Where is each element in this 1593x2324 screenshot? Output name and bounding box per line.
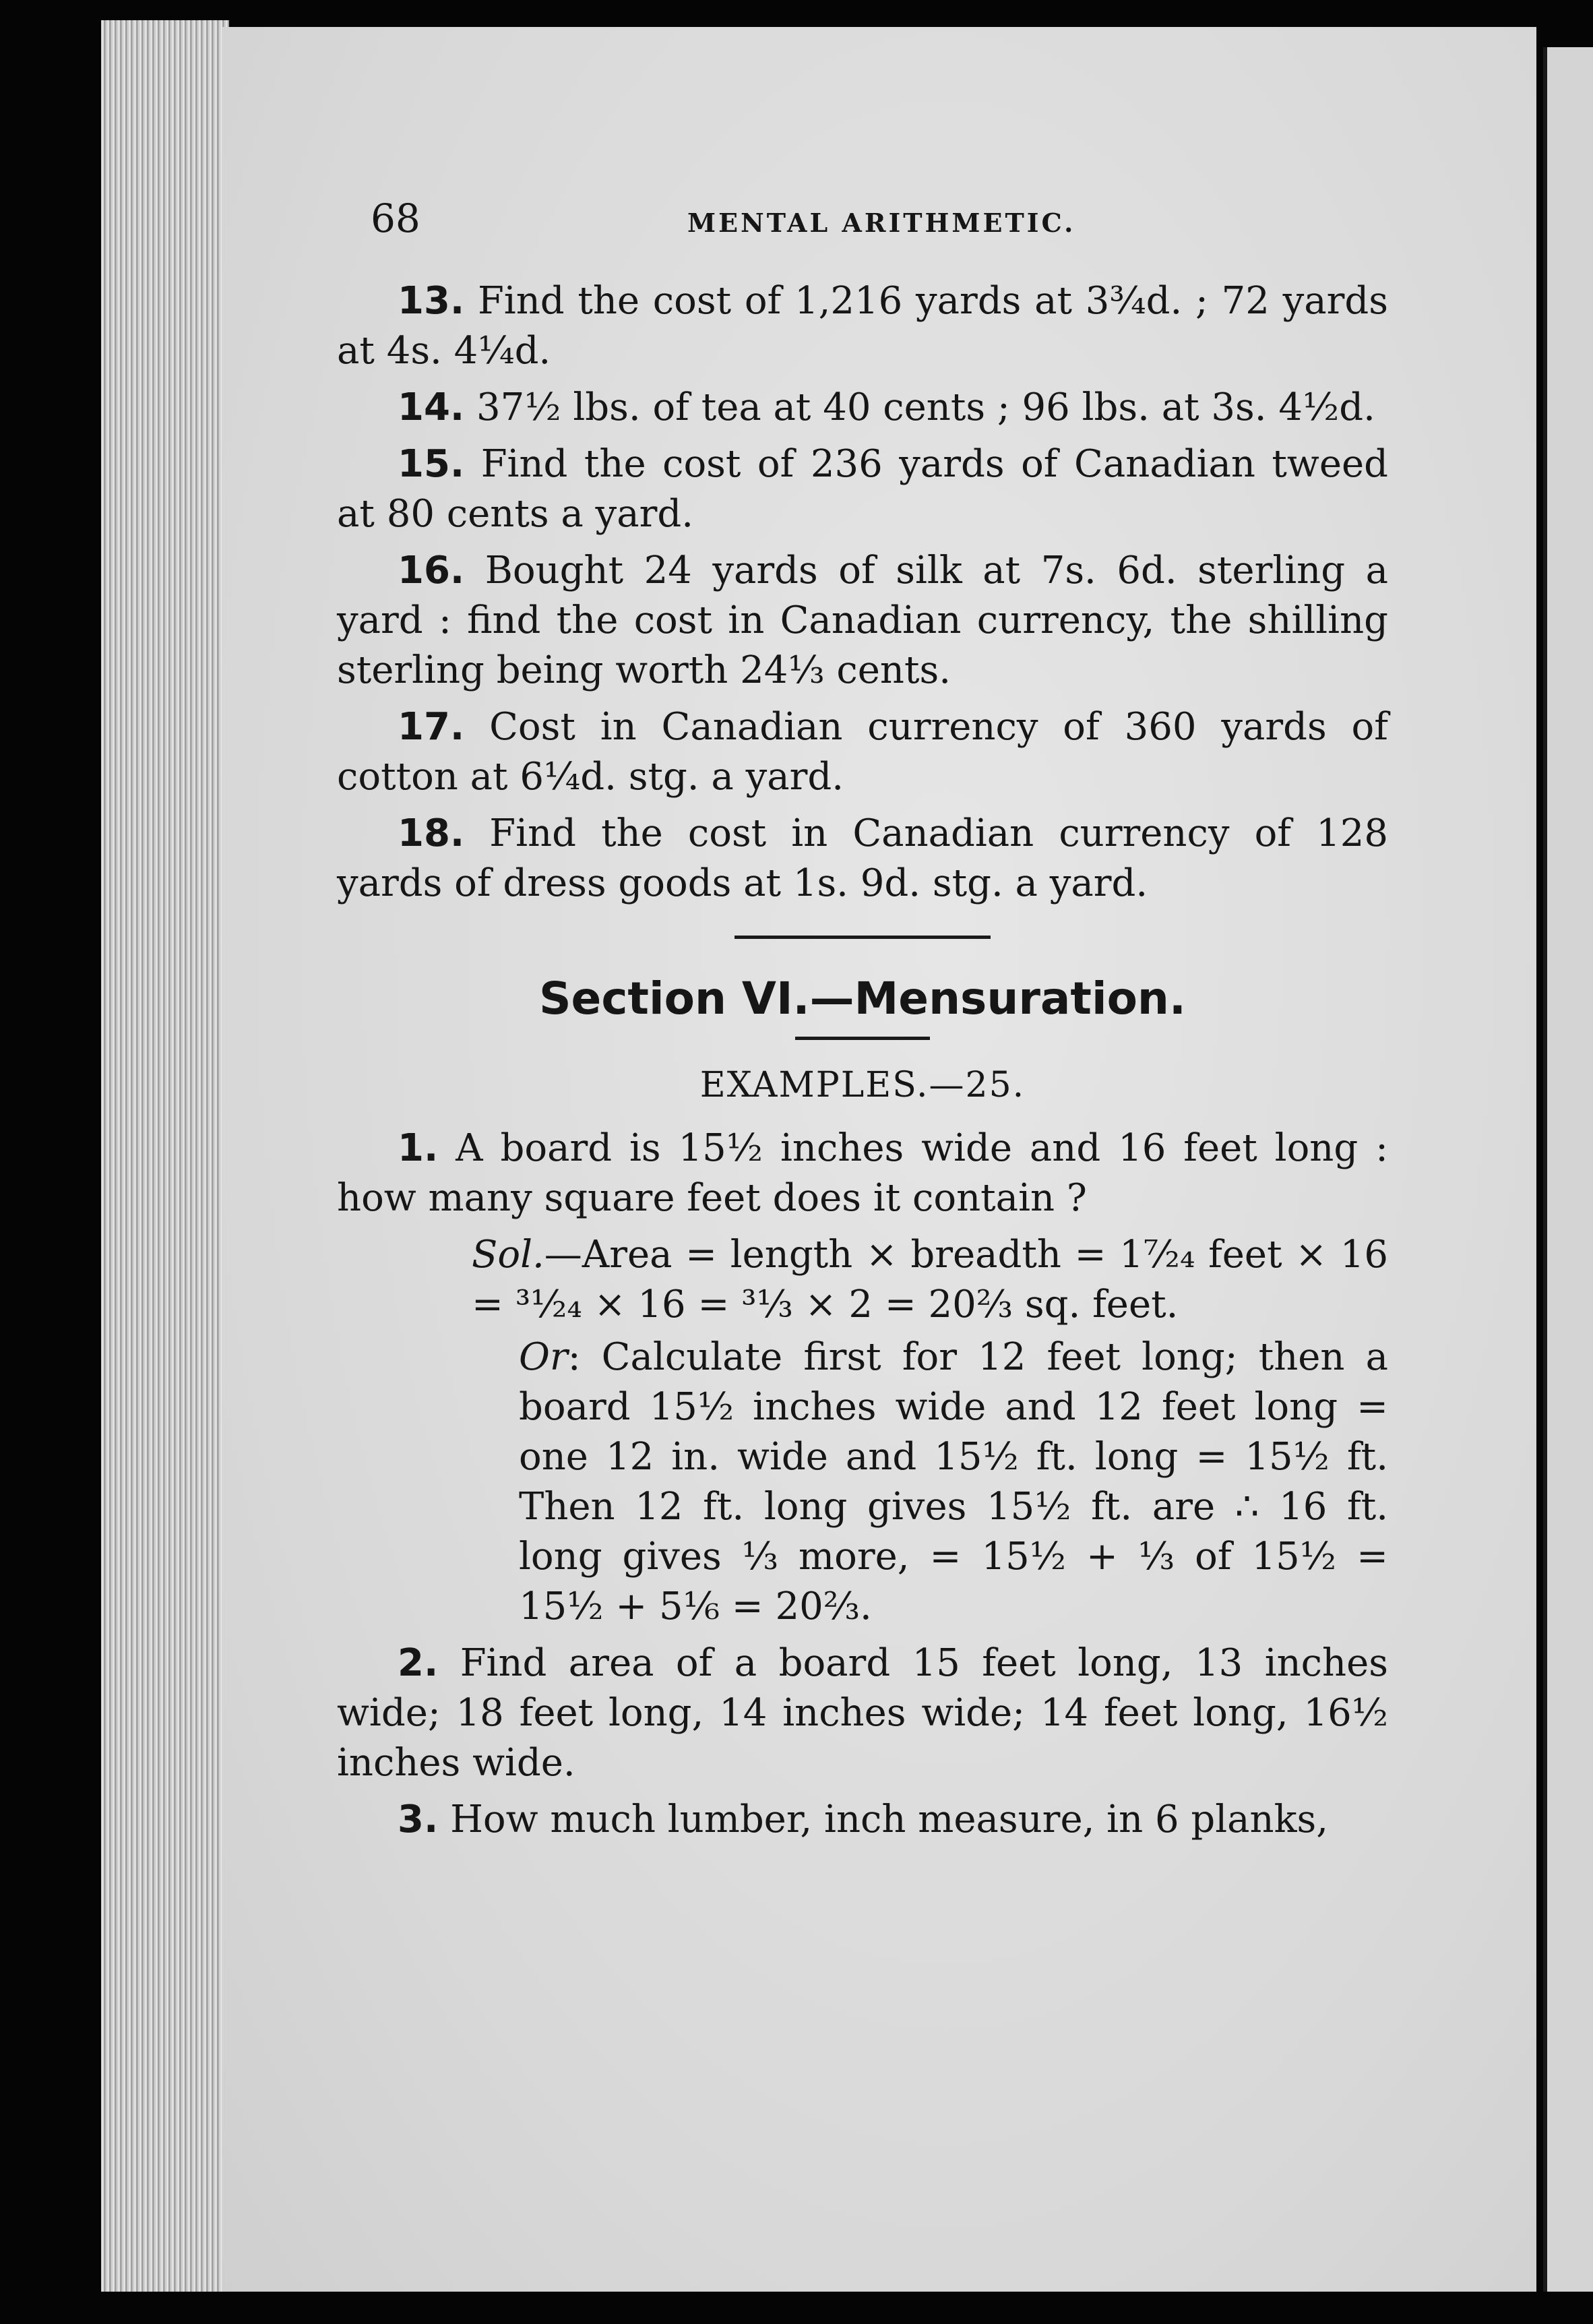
problem-18	[337, 809, 1388, 909]
facing-page-edge	[1543, 47, 1593, 2292]
page-number: 68	[371, 195, 420, 241]
problem-text: Find the cost of 1,216 yards at 3¾d. ; 72 yards at 4s. 4¼d.	[337, 279, 1388, 373]
solution-text: —Area = length × breadth = 1⁷⁄₂₄ feet × 16 = ³¹⁄₂₄ × 16 = ³¹⁄₃ × 2 = 20⅔ sq. feet.	[472, 1233, 1388, 1326]
problem-17	[337, 702, 1388, 802]
problem-text: Cost in Canadian currency of 360 yards of cotton at 6¼d. stg. a yard.	[337, 705, 1388, 799]
example-1	[337, 1124, 1388, 1223]
examples-heading: EXAMPLES.—25.	[699, 1065, 1026, 1105]
problem-2	[337, 1639, 1388, 1788]
problem-number: 17.	[398, 705, 465, 749]
example-1-alternative	[337, 1333, 1388, 1632]
problem-3	[337, 1795, 1388, 1845]
problem-text: Bought 24 yards of silk at 7s. 6d. sterling a yard : find the cost in Canadian currency, the shilling sterling being worth 24⅓ cents.	[337, 549, 1388, 692]
problem-text: A board is 15½ inches wide and 16 feet long : how many square feet does it contain ?	[337, 1126, 1388, 1220]
problem-text: Find the cost of 236 yards of Canadian tweed at 80 cents a yard.	[337, 442, 1388, 536]
problem-number: 18.	[398, 812, 465, 855]
solution-label: Sol.	[472, 1233, 544, 1277]
problem-number: 16.	[398, 549, 465, 592]
problem-number: 15.	[398, 442, 465, 486]
alternative-label: Or	[519, 1335, 568, 1379]
alternative-text: : Calculate first for 12 feet long; then a board 15½ inches wide and 12 feet long = one 12 in. wide and 15½ ft. long = 15½ ft. Then 12 ft. long gives 15½ ft. are ∴ 16 ft. long gives ⅓ more, = 15½ + ⅓ of 15½ = 15½ + 5⅙ = 20⅔.	[519, 1335, 1388, 1628]
problem-number: 13.	[398, 279, 465, 323]
problem-14	[337, 383, 1388, 433]
book-page-edges	[101, 20, 229, 2292]
text-block	[337, 195, 1388, 1852]
problem-number: 3.	[398, 1798, 439, 1841]
running-title: MENTAL ARITHMETIC.	[687, 208, 1076, 238]
problem-text: Find area of a board 15 feet long, 13 inches wide; 18 feet long, 14 inches wide; 14 feet long, 16½ inches wide.	[337, 1641, 1388, 1785]
problem-13	[337, 276, 1388, 376]
section-heading: Section VI.—Mensuration.	[539, 973, 1186, 1025]
example-1-solution	[337, 1230, 1388, 1330]
problem-15	[337, 439, 1388, 539]
problem-number: 1.	[398, 1126, 439, 1170]
running-head	[337, 195, 1388, 276]
problem-text: Find the cost in Canadian currency of 128 yards of dress goods at 1s. 9d. stg. a yard.	[337, 812, 1388, 905]
problem-number: 2.	[398, 1641, 439, 1685]
problem-number: 14.	[398, 386, 465, 429]
section-divider	[735, 936, 991, 939]
problem-16	[337, 546, 1388, 696]
problem-text: 37½ lbs. of tea at 40 cents ; 96 lbs. at 3s. 4½d.	[476, 386, 1375, 429]
problem-text: How much lumber, inch measure, in 6 planks,	[450, 1798, 1329, 1841]
heading-underline	[795, 1037, 930, 1040]
